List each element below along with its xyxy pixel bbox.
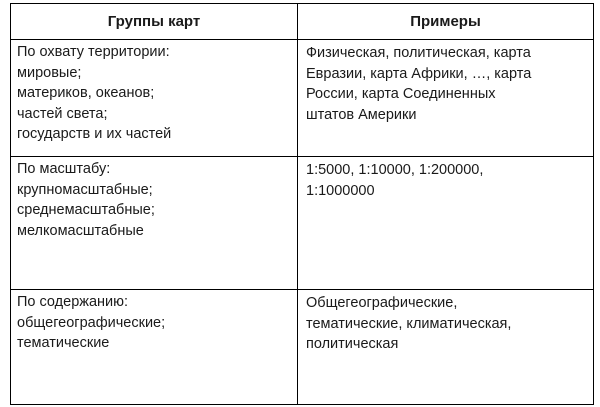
example-line: 1:1000000 <box>306 182 375 199</box>
group-line: мировые; <box>17 64 82 81</box>
example-cell <box>298 40 594 157</box>
group-line: материков, океанов; <box>17 85 155 101</box>
group-cell <box>11 157 298 290</box>
group-line: частей света; <box>17 105 108 122</box>
example-line: тематические, климатическая, <box>306 315 512 332</box>
group-line: общегеографические; <box>17 314 166 331</box>
group-line: По масштабу: <box>17 161 111 177</box>
group-line: тематические <box>17 335 110 351</box>
group-line: государств и их частей <box>17 126 172 142</box>
header-examples: Примеры <box>298 4 594 40</box>
example-line: России, карта Соединенных <box>306 86 496 102</box>
example-line: Общегеографические, <box>306 295 458 311</box>
group-line: крупномасштабные; <box>17 181 153 198</box>
example-cell <box>298 157 594 290</box>
table-row <box>11 290 594 405</box>
group-cell <box>11 40 298 157</box>
example-line: 1:5000, 1:10000, 1:200000, <box>306 162 484 178</box>
group-line: среднемасштабные; <box>17 202 155 218</box>
group-cell <box>11 290 298 405</box>
example-line: политическая <box>306 336 399 352</box>
example-line: штатов Америки <box>306 106 417 123</box>
example-cell <box>298 290 594 405</box>
example-line: Физическая, политическая, карта <box>306 45 531 61</box>
group-line: По охвату территории: <box>17 44 170 60</box>
group-line: мелкомасштабные <box>17 222 144 239</box>
header-row <box>11 4 594 40</box>
header-groups: Группы карт <box>11 4 298 40</box>
map-groups-table <box>10 3 594 405</box>
example-line: Евразии, карта Африки, …, карта <box>306 65 532 82</box>
table-row <box>11 157 594 290</box>
group-line: По содержанию: <box>17 294 129 310</box>
table-row <box>11 40 594 157</box>
